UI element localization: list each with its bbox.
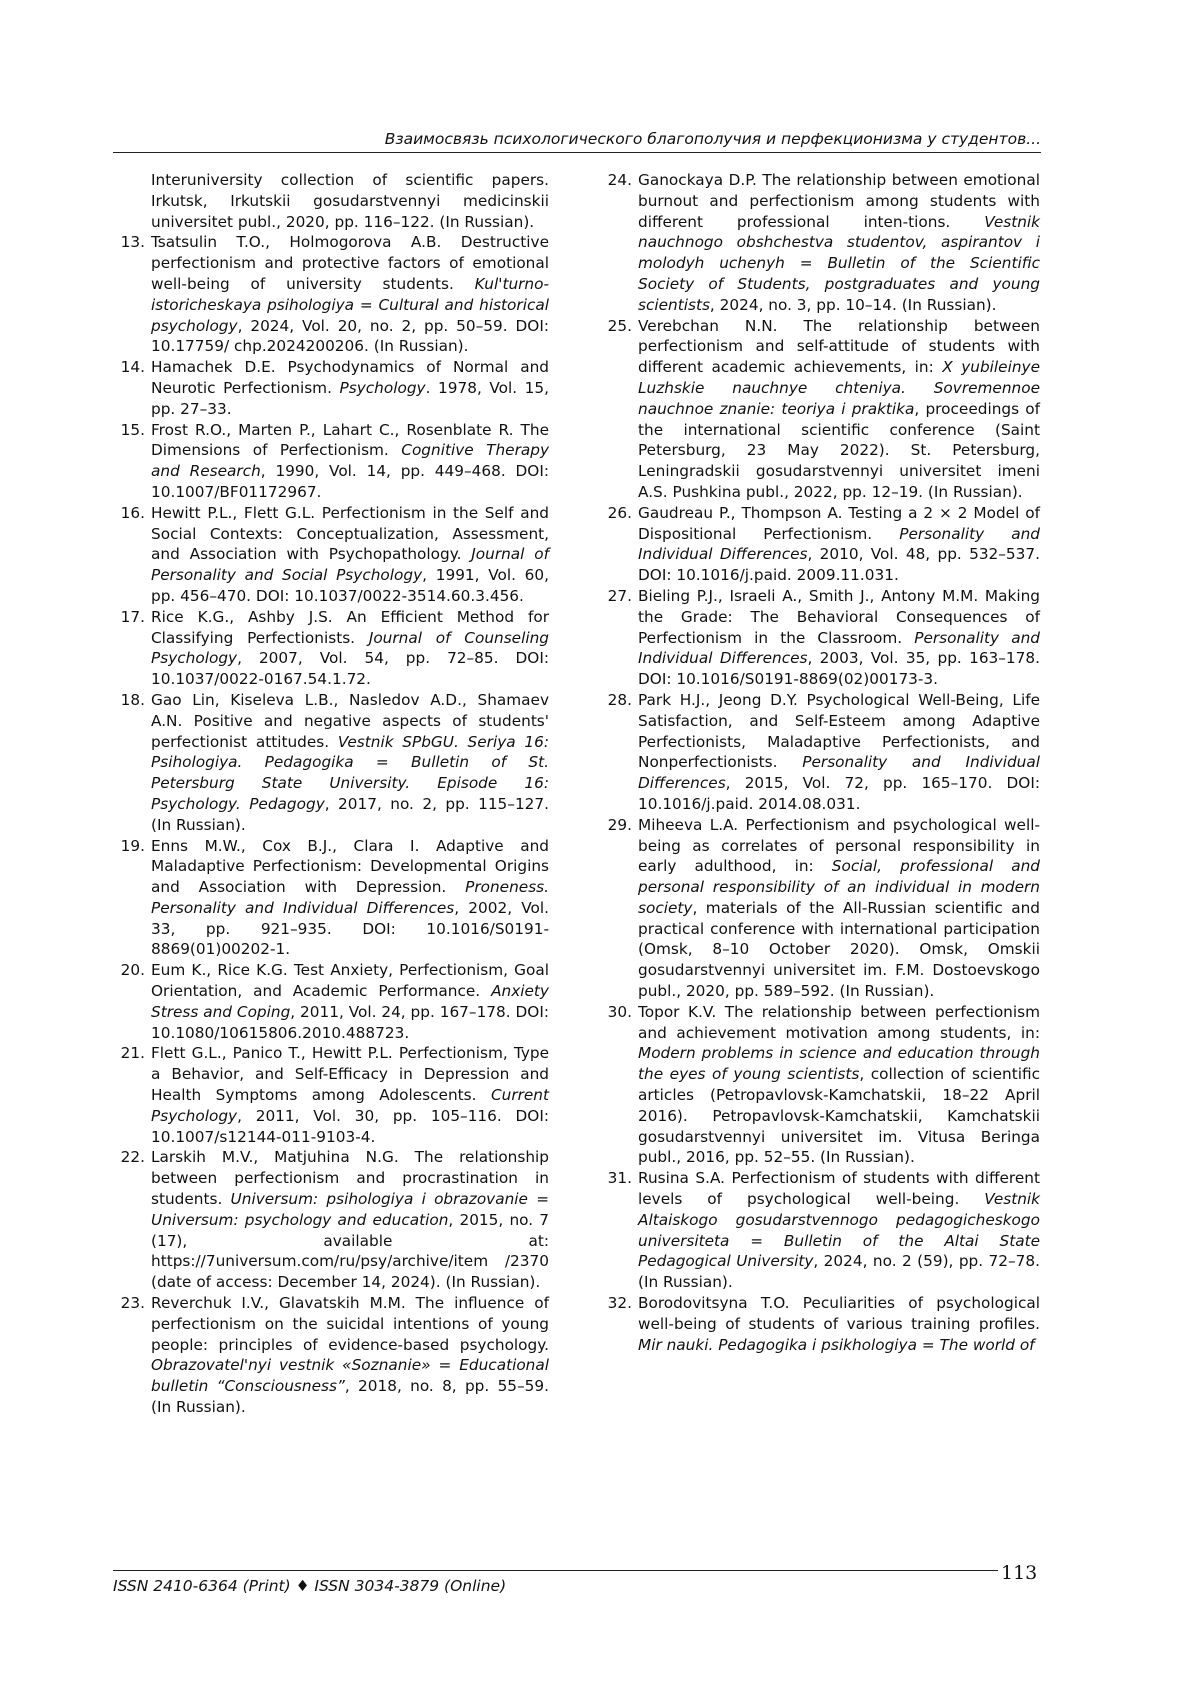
- running-header: Взаимосвязь психологического благополучия и перфекционизма у студентов...: [113, 130, 1041, 153]
- reference-number: 14.: [120, 358, 145, 377]
- reference-text-segment: , 2007, Vol. 54, pp. 72–85. DOI: 10.1037/0022-0167.54.1.72.: [151, 649, 549, 689]
- reference-text-segment: Interuniversity collection of scientific papers. Irkutsk, Irkutskii gosudarstvennyi medicinskii universitet publ., 2020, pp. 116–122. (In Russian).: [151, 171, 549, 231]
- reference-text-segment: , 2011, Vol. 30, pp. 105–116. DOI: 10.1007/s12144-011-9103-4.: [151, 1106, 549, 1146]
- reference-text-segment: Tsatsulin T.O., Holmogorova A.B. Destructive perfectionism and protective factors of emotional well-being of university students.: [151, 233, 549, 293]
- reference-text-segment: Gao Lin, Kiseleva L.B., Nasledov A.D., Shamaev A.N. Positive and negative aspects of students' perfectionist attitudes.: [151, 690, 549, 751]
- reference-text: [638, 504, 1040, 584]
- reference-number: 26.: [607, 503, 632, 522]
- reference-number: 32.: [607, 1294, 632, 1313]
- reference-item: [113, 1147, 549, 1293]
- reference-text-segment: Frost R.O., Marten P., Lahart C., Rosenblate R. The Dimensions of Perfectionism.: [151, 420, 549, 460]
- reference-number: 29.: [607, 815, 632, 834]
- reference-item: [113, 170, 549, 232]
- reference-text-segment: , 2015, no. 7 (17), available at: https://7universum.com/ru/psy/archive/item /2370 (date of access: December 14, 2024). (In Russian).: [151, 1210, 550, 1292]
- reference-text: [151, 358, 549, 418]
- reference-item: [600, 316, 1040, 503]
- reference-text-segment: Topor K.V. The relationship between perfectionism and achievement motivation among students, in:: [638, 1002, 1040, 1042]
- reference-item: [113, 232, 549, 357]
- reference-item: [600, 170, 1040, 316]
- reference-item: [600, 1002, 1040, 1168]
- reference-text-segment: Eum K., Rice K.G. Test Anxiety, Perfectionism, Goal Orientation, and Academic Performance.: [151, 961, 549, 1001]
- reference-text-segment: Larskih M.V., Matjuhina N.G. The relationship between perfectionism and procrastination in students.: [151, 1148, 549, 1209]
- reference-number: 17.: [120, 607, 145, 626]
- reference-source-title: Journal of Counseling Psychology: [151, 628, 549, 668]
- reference-number: 30.: [607, 1002, 632, 1021]
- reference-text: [638, 317, 1040, 501]
- reference-source-title: Personality and Individual Differences: [638, 524, 1041, 564]
- reference-item: [600, 586, 1040, 690]
- reference-number: 13.: [120, 233, 145, 252]
- reference-text-segment: , 2002, Vol. 33, pp. 921–935. DOI: 10.1016/S0191-8869(01)00202-1.: [151, 898, 549, 959]
- reference-item: [600, 1293, 1040, 1355]
- reference-text-segment: Ganockaya D.P. The relationship between emotional burnout and perfectionism among students with different professional inten-tions.: [638, 171, 1040, 231]
- reference-item: [600, 1168, 1040, 1293]
- reference-text-segment: , 1991, Vol. 60, pp. 456–470. DOI: 10.1037/0022-3514.60.3.456.: [151, 566, 549, 605]
- left-reference-column: [113, 170, 549, 1418]
- reference-item: [113, 357, 549, 419]
- reference-source-title: Vestnik SPbGU. Seriya 16: Psihologiya. Pedagogika = Bulletin of St. Petersburg State University. Episode 16: Psychology. Pedagogy: [151, 732, 549, 813]
- reference-source-title: Cognitive Therapy and Research: [151, 441, 549, 481]
- reference-text-segment: , proceedings of the international scientific conference (Saint Petersburg, 23 May 2022). St. Petersburg, Leningradskii gosudarstvennyi universitet imeni A.S. Pushkina publ., 2022, pp. 12–19. (In Russian).: [638, 399, 1041, 501]
- reference-text: [151, 504, 549, 605]
- reference-number: 25.: [607, 316, 632, 335]
- reference-text-segment: , 2011, Vol. 24, pp. 167–178. DOI: 10.1080/10615806.2010.488723.: [151, 1002, 549, 1042]
- reference-text-segment: Enns M.W., Cox B.J., Clara I. Adaptive and Maladaptive Perfectionism: Developmental Origins and Association with Depression.: [151, 836, 549, 897]
- reference-text: [638, 1169, 1040, 1291]
- reference-source-title: Mir nauki. Pedagogika i psikhologiya = The world of: [638, 1335, 1035, 1354]
- reference-text: [151, 421, 549, 501]
- reference-text: [151, 171, 549, 231]
- reference-text: [151, 1044, 549, 1145]
- reference-text: [638, 816, 1040, 1000]
- reference-text-segment: , 2003, Vol. 35, pp. 163–178. DOI: 10.1016/S0191-8869(02)00173-3.: [638, 649, 1040, 689]
- reference-text: [638, 587, 1040, 688]
- reference-item: [600, 690, 1040, 815]
- reference-text: [151, 837, 549, 959]
- reference-item: [113, 420, 549, 503]
- reference-text-segment: Verebchan N.N. The relationship between perfectionism and self-attitude of students with different academic achievements, in:: [638, 316, 1040, 377]
- reference-number: 18.: [120, 690, 145, 709]
- reference-source-title: Universum: psihologiya i obrazovanie = Universum: psychology and education: [151, 1190, 550, 1229]
- reference-source-title: Personality and Individual Differences: [638, 628, 1041, 668]
- reference-source-title: Kul'turno-istoricheskaya psihologiya = Cultural and historical psychology: [151, 274, 549, 335]
- reference-text-segment: , 2024, Vol. 20, no. 2, pp. 50–59. DOI: 10.17759/ chp.2024200206. (In Russian).: [151, 316, 549, 356]
- reference-text-segment: , 2015, Vol. 72, pp. 165–170. DOI: 10.1016/j.paid. 2014.08.031.: [638, 774, 1040, 813]
- reference-text: [151, 233, 549, 355]
- reference-item: [113, 607, 549, 690]
- reference-number: 27.: [607, 586, 632, 605]
- reference-text: [151, 1148, 549, 1291]
- reference-number: 22.: [120, 1148, 145, 1167]
- reference-text: [151, 691, 549, 834]
- reference-text-segment: , 2017, no. 2, pp. 115–127. (In Russian).: [151, 794, 549, 834]
- footer-rule: [113, 1570, 998, 1571]
- reference-text: [151, 1294, 549, 1416]
- reference-item: [113, 1043, 549, 1147]
- reference-text: [638, 1294, 1040, 1354]
- reference-text-segment: Borodovitsyna T.O. Peculiarities of psychological well-being of students of various training profiles.: [638, 1294, 1040, 1333]
- reference-text: [638, 1003, 1040, 1167]
- reference-item: [113, 1293, 549, 1418]
- reference-text-segment: , 2024, no. 3, pp. 10–14. (In Russian).: [709, 295, 997, 314]
- reference-text: [151, 961, 549, 1041]
- page-number: 113: [1001, 1562, 1038, 1584]
- reference-text-segment: Bieling P.J., Israeli A., Smith J., Antony M.M. Making the Grade: The Behavioral Consequences of Perfectionism in the Classroom.: [638, 586, 1040, 647]
- reference-text-segment: , 2024, no. 2 (59), pp. 72–78. (In Russian).: [638, 1252, 1040, 1292]
- reference-source-title: Anxiety Stress and Coping: [151, 982, 549, 1021]
- reference-text-segment: Hewitt P.L., Flett G.L. Perfectionism in the Self and Social Contexts: Conceptualization, Assessment, and Association with Psychopathology.: [151, 503, 549, 564]
- reference-text: [638, 171, 1040, 314]
- reference-source-title: Proneness. Personality and Individual Differences: [151, 878, 549, 917]
- reference-number: 28.: [607, 690, 632, 709]
- reference-source-title: Obrazovatel'nyi vestnik «Soznanie» = Educational bulletin “Consciousness”: [151, 1356, 549, 1396]
- reference-source-title: X yubileinye Luzhskie nauchnye chteniya. Sovremennoe nauchnoe znanie: teoriya i praktika: [638, 358, 1041, 418]
- reference-item: [113, 503, 549, 607]
- reference-text-segment: , 2010, Vol. 48, pp. 532–537. DOI: 10.1016/j.paid. 2009.11.031.: [638, 545, 1040, 585]
- reference-source-title: Current Psychology: [151, 1086, 549, 1125]
- reference-number: 15.: [120, 420, 145, 439]
- reference-text: [638, 691, 1040, 813]
- reference-item: [113, 836, 549, 961]
- reference-text-segment: Miheeva L.A. Perfectionism and psychological well-being as correlates of personal responsibility in early adulthood, in:: [638, 815, 1040, 876]
- reference-item: [113, 690, 549, 836]
- reference-number: 16.: [120, 503, 145, 522]
- reference-text-segment: , 2018, no. 8, pp. 55–59. (In Russian).: [151, 1377, 550, 1417]
- reference-source-title: Vestnik nauchnogo obshchestva studentov, aspirantov i molodyh uchenyh = Bulletin of the Scientific Society of Students, postgraduates and young scientists: [638, 212, 1040, 314]
- reference-text-segment: Gaudreau P., Thompson A. Testing a 2 × 2 Model of Dispositional Perfectionism.: [638, 503, 1040, 543]
- reference-number: 24.: [607, 171, 632, 189]
- reference-number: 19.: [120, 836, 145, 855]
- reference-number: 20.: [120, 961, 145, 980]
- reference-text-segment: Rice K.G., Ashby J.S. An Efficient Method for Classifying Perfectionists.: [151, 607, 549, 647]
- reference-text-segment: Flett G.L., Panico T., Hewitt P.L. Perfectionism, Type a Behavior, and Self-Efficacy in Depression and Health Symptoms among Adolescents.: [151, 1044, 549, 1105]
- reference-text: [151, 608, 549, 688]
- reference-source-title: Journal of Personality and Social Psychology: [151, 545, 549, 585]
- reference-text-segment: , materials of the All-Russian scientific and practical conference with international participation (Omsk, 8–10 October 2020). Omsk, Omskii gosudarstvennyi universitet im. F.M. Dostoevskogo publ., 2020, pp. 589–592. (In Russian).: [638, 898, 1040, 1001]
- reference-number: 23.: [120, 1294, 145, 1313]
- reference-source-title: Personality and Individual Differences: [638, 753, 1041, 793]
- reference-text-segment: , collection of scientific articles (Petropavlovsk-Kamchatskii, 18–22 April 2016). Petropavlovsk-Kamchatskii, Kamchatskii gosudarstvennyi universitet im. Vitusa Beringa publ., 2016, pp. 52–55. (In Russian).: [638, 1065, 1040, 1167]
- reference-item: [600, 503, 1040, 586]
- reference-text-segment: Hamachek D.E. Psychodynamics of Normal and Neurotic Perfectionism.: [151, 358, 549, 397]
- issn-footer: ISSN 2410-6364 (Print) ♦ ISSN 3034-3879 (Online): [113, 1577, 507, 1595]
- reference-item: [600, 815, 1040, 1002]
- reference-source-title: Psychology: [339, 378, 426, 397]
- reference-source-title: Modern problems in science and education through the eyes of young scientists: [638, 1044, 1040, 1084]
- reference-number: 31.: [607, 1169, 632, 1188]
- reference-source-title: Vestnik Altaiskogo gosudarstvennogo pedagogicheskogo universiteta = Bulletin of the Altai State Pedagogical University: [638, 1190, 1040, 1271]
- right-reference-column: [600, 170, 1040, 1355]
- reference-source-title: Social, professional and personal responsibility of an individual in modern society: [638, 857, 1040, 917]
- reference-text-segment: Reverchuk I.V., Glavatskih M.M. The influence of perfectionism on the suicidal intentions of young people: principles of evidence-based psychology.: [151, 1294, 549, 1354]
- reference-item: [113, 960, 549, 1043]
- reference-text-segment: , 1990, Vol. 14, pp. 449–468. DOI: 10.1007/BF01172967.: [151, 462, 549, 501]
- reference-text-segment: Rusina S.A. Perfectionism of students with different levels of psychological well-being.: [638, 1169, 1040, 1209]
- reference-text-segment: Park H.J., Jeong D.Y. Psychological Well-Being, Life Satisfaction, and Self-Esteem among Adaptive Perfectionists, Maladaptive Perfectionists, and Nonperfectionists.: [638, 690, 1040, 772]
- reference-text-segment: . 1978, Vol. 15, pp. 27–33.: [151, 378, 549, 418]
- reference-number: 21.: [120, 1044, 145, 1063]
